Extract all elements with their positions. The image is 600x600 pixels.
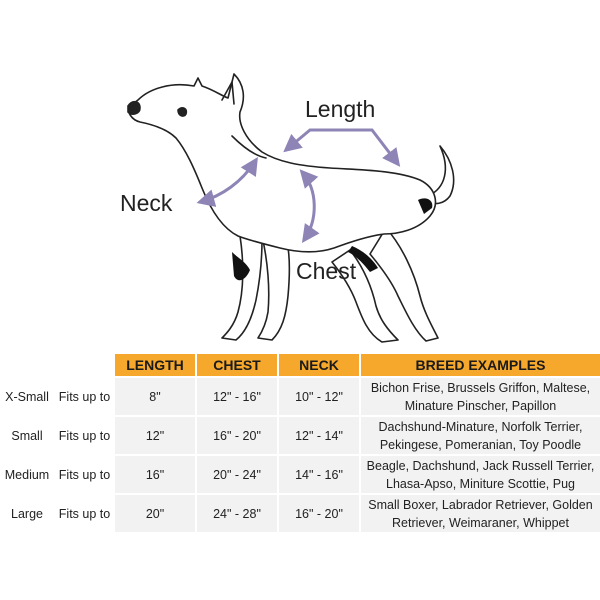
chest-label: Chest [296, 258, 357, 284]
fits-label: Fits up to [54, 495, 113, 532]
fits-label: Fits up to [54, 417, 113, 454]
table-row [0, 378, 600, 415]
neck-value: 14" - 16" [277, 456, 359, 493]
table-header-row [0, 354, 600, 376]
table-row [0, 456, 600, 493]
breed-examples [359, 456, 600, 493]
breed-line: Retriever, Weimaraner, Whippet [392, 515, 569, 530]
size-name: Medium [0, 456, 54, 493]
neck-value: 12" - 14" [277, 417, 359, 454]
length-label: Length [305, 96, 376, 122]
length-value: 20" [113, 495, 195, 532]
chest-value: 12" - 16" [195, 378, 277, 415]
breed-line: Bichon Frise, Brussels Griffon, Maltese, [370, 380, 591, 395]
chest-value: 16" - 20" [195, 417, 277, 454]
neck-label: Neck [120, 190, 173, 216]
dog-outline [128, 74, 454, 342]
header-breed-examples: BREED EXAMPLES [359, 354, 600, 376]
size-chart-table [0, 352, 600, 534]
breed-line: Beagle, Dachshund, Jack Russell Terrier, [366, 458, 595, 473]
breed-line: Lhasa-Apso, Miniture Scottie, Pug [386, 476, 575, 491]
chest-value: 20" - 24" [195, 456, 277, 493]
header-length: LENGTH [113, 354, 195, 376]
breed-line: Small Boxer, Labrador Retriever, Golden [368, 497, 593, 512]
breed-line: Minature Pinscher, Papillon [404, 398, 557, 413]
breed-line: Dachshund-Minature, Norfolk Terrier, [378, 419, 583, 434]
chest-value: 24" - 28" [195, 495, 277, 532]
length-value: 16" [113, 456, 195, 493]
size-name: Large [0, 495, 54, 532]
breed-examples [359, 417, 600, 454]
fits-label: Fits up to [54, 456, 113, 493]
length-arrow [286, 130, 398, 164]
size-name: X-Small [0, 378, 54, 415]
header-size [0, 354, 54, 376]
breed-examples [359, 378, 600, 415]
breed-line: Pekingese, Pomeranian, Toy Poodle [379, 437, 582, 452]
table-row [0, 495, 600, 532]
length-value: 12" [113, 417, 195, 454]
neck-value: 16" - 20" [277, 495, 359, 532]
breed-examples [359, 495, 600, 532]
header-chest: CHEST [195, 354, 277, 376]
fits-label: Fits up to [54, 378, 113, 415]
size-name: Small [0, 417, 54, 454]
neck-value: 10" - 12" [277, 378, 359, 415]
header-neck: NECK [277, 354, 359, 376]
header-fits [54, 354, 113, 376]
table-row [0, 417, 600, 454]
length-value: 8" [113, 378, 195, 415]
